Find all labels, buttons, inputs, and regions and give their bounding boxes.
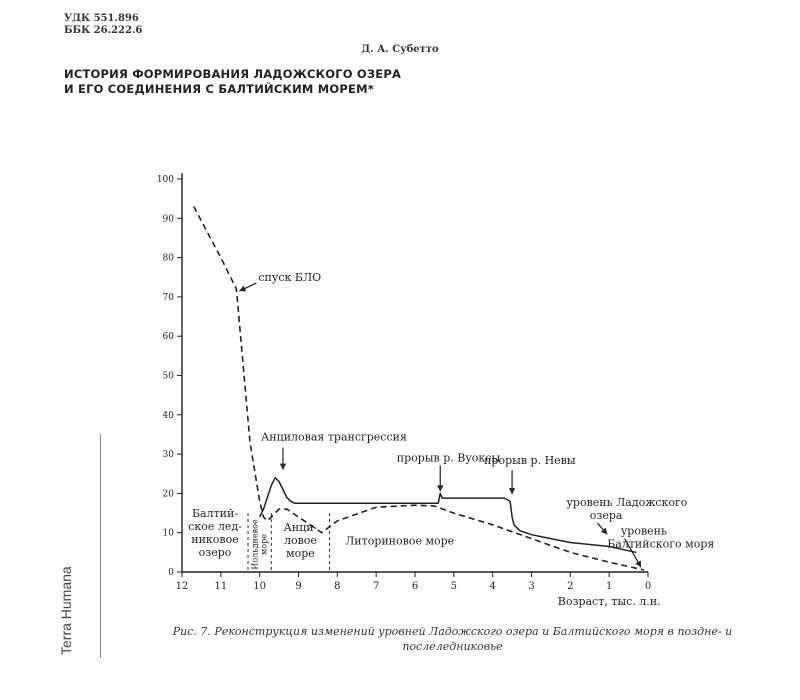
region-label: озеро: [198, 546, 232, 560]
author-name: Д. А. Субетто: [361, 44, 439, 55]
figure-caption: [140, 624, 765, 654]
annotation-label: спуск БЛО: [258, 271, 322, 285]
series-label-lake: озера: [589, 509, 623, 523]
y-tick-label: 60: [162, 332, 174, 343]
series-label-baltic: Балтийского моря: [607, 537, 715, 551]
region-label: никовое: [191, 533, 239, 547]
x-tick-label: 9: [295, 581, 302, 592]
annotation-label: прорыв р. Невы: [484, 454, 576, 468]
y-tick-label: 30: [162, 450, 174, 461]
x-tick-label: 1: [605, 581, 613, 592]
x-tick-label: 11: [214, 581, 228, 592]
level-reconstruction-chart: [140, 165, 765, 617]
y-tick-label: 100: [156, 175, 174, 185]
y-tick-label: 70: [162, 292, 174, 303]
y-tick-label: 50: [162, 371, 174, 382]
region-label: море: [259, 534, 269, 555]
annotation-arrow-head: [509, 488, 515, 494]
axes-layer: [182, 173, 648, 572]
figure-caption-line-1: Рис. 7. Реконструкция изменений уровней Ладожского озера и Балтийского моря в поздне- и: [172, 625, 733, 638]
bbk-code: ББК 26.222.6: [64, 25, 143, 36]
region-label: Балтий-: [191, 507, 239, 521]
x-tick-label: 12: [175, 581, 189, 592]
journal-side-label: Terra Humana: [58, 566, 74, 655]
region-label: море: [286, 546, 315, 560]
x-tick-label: 3: [528, 581, 535, 592]
article-title: [64, 67, 401, 97]
series-layer: [191, 207, 644, 571]
region-label: Иольдиевое: [250, 519, 260, 570]
x-tick-label: 4: [489, 581, 496, 592]
figure-caption-line-2: послеледниковье: [402, 640, 503, 653]
series-label-baltic: уровень: [620, 524, 667, 538]
annotation-label: Анциловая трансгрессия: [260, 430, 407, 444]
region-label: Анци-: [283, 520, 318, 534]
side-divider: [100, 434, 101, 658]
x-tick-label: 10: [253, 581, 267, 592]
x-tick-label: 6: [411, 581, 419, 592]
annotation-arrow-head: [437, 485, 443, 491]
series-label-lake: уровень Ладожского: [566, 496, 688, 510]
annotation-label: прорыв р. Вуоксы: [396, 451, 501, 465]
x-tick-label: 5: [450, 581, 458, 592]
y-tick-label: 20: [162, 489, 174, 500]
y-tick-label: 10: [162, 528, 174, 539]
x-tick-label: 8: [334, 581, 341, 592]
y-tick-label: 80: [162, 253, 174, 264]
x-axis-title: Возраст, тыс. л.н.: [557, 595, 661, 608]
article-title-line-2: И ЕГО СОЕДИНЕНИЯ С БАЛТИЙСКИМ МОРЕМ*: [64, 82, 374, 96]
x-tick-label: 7: [372, 581, 380, 592]
article-title-line-1: ИСТОРИЯ ФОРМИРОВАНИЯ ЛАДОЖСКОГО ОЗЕРА: [64, 67, 402, 81]
annotation-arrow-head: [280, 464, 286, 470]
y-tick-label: 90: [162, 214, 174, 225]
y-tick-label: 40: [162, 410, 174, 421]
region-label: ское лед-: [188, 520, 242, 534]
x-tick-label: 2: [567, 581, 574, 592]
y-tick-label: 0: [168, 568, 174, 578]
x-tick-label: 0: [644, 581, 652, 592]
udk-code: УДК 551.896: [64, 13, 139, 24]
region-label: Литориновое море: [345, 534, 455, 548]
labels-layer: [188, 271, 714, 608]
region-label: ловое: [283, 533, 317, 547]
